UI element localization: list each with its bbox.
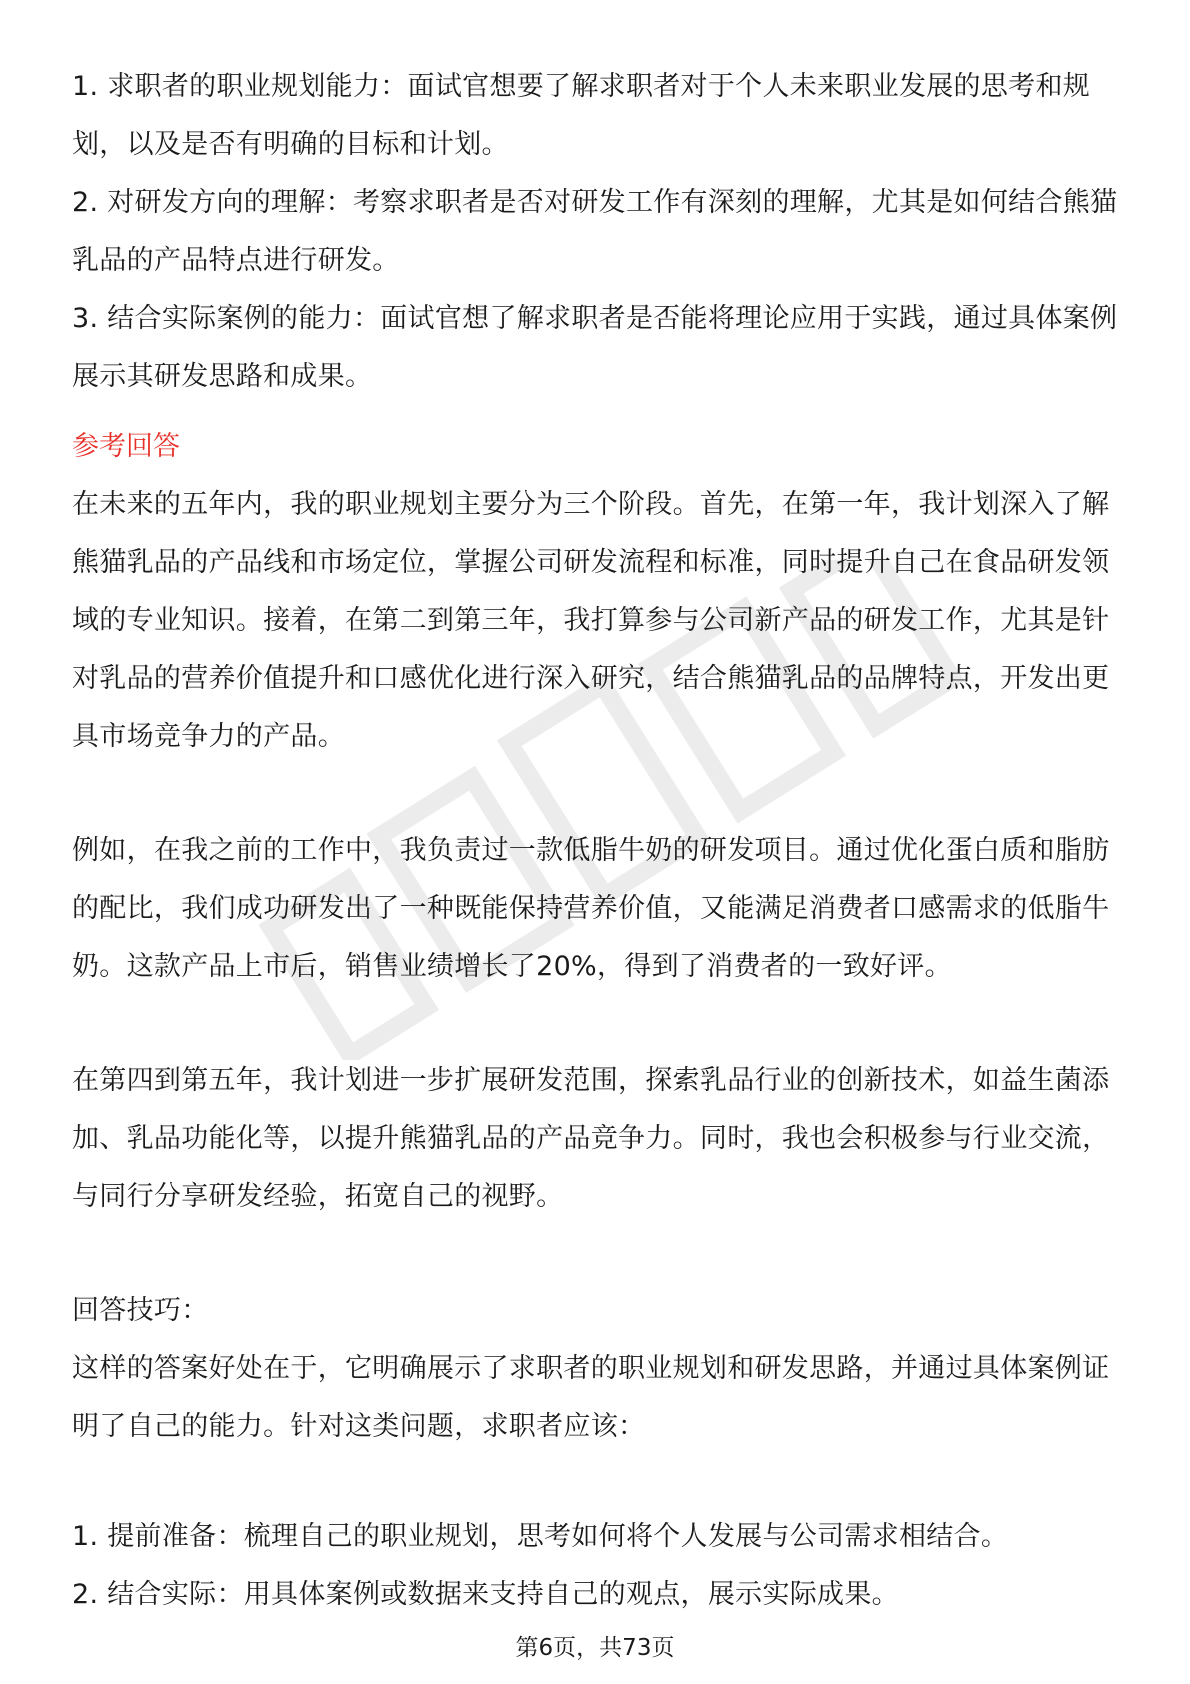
paragraph-spacer (72, 766, 1120, 822)
answer-paragraph-3: 在第四到第五年，我计划进一步扩展研发范围，探索乳品行业的创新技术，如益生菌添加、乳品功能化等，以提升熊猫乳品的产品竞争力。同时，我也会积极参与行业交流，与同行分享研发经验，拓宽自己的视野。 (72, 1065, 1110, 1212)
reference-answer-heading: 参考回答 (72, 431, 180, 462)
tips-intro: 这样的答案好处在于，它明确展示了求职者的职业规划和研发思路，并通过具体案例证明了自己的能力。针对这类问题，求职者应该： (72, 1353, 1110, 1442)
tips-heading: 回答技巧： (72, 1295, 209, 1326)
page-content (72, 58, 1120, 1624)
paragraph-spacer (72, 996, 1120, 1052)
paragraph-spacer (72, 1226, 1120, 1282)
paragraph-spacer (72, 1456, 1120, 1508)
tip-item-2: 2. 结合实际：用具体案例或数据来支持自己的观点，展示实际成果。 (72, 1579, 899, 1610)
tip-item-1: 1. 提前准备：梳理自己的职业规划，思考如何将个人发展与公司需求相结合。 (72, 1521, 1009, 1552)
question-item-1: 1. 求职者的职业规划能力：面试官想要了解求职者对于个人未来职业发展的思考和规划，以及是否有明确的目标和计划。 (72, 71, 1091, 160)
answer-paragraph-2: 例如，在我之前的工作中，我负责过一款低脂牛奶的研发项目。通过优化蛋白质和脂肪的配比，我们成功研发出了一种既能保持营养价值，又能满足消费者口感需求的低脂牛奶。这款产品上市后，销售业绩增长了20%，得到了消费者的一致好评。 (72, 835, 1110, 982)
answer-paragraph-1: 在未来的五年内，我的职业规划主要分为三个阶段。首先，在第一年，我计划深入了解熊猫乳品的产品线和市场定位，掌握公司研发流程和标准，同时提升自己在食品研发领域的专业知识。接着，在第二到第三年，我打算参与公司新产品的研发工作，尤其是针对乳品的营养价值提升和口感优化进行深入研究，结合熊猫乳品的品牌特点，开发出更具市场竞争力的产品。 (72, 489, 1110, 752)
page-number: 第6页，共73页 (515, 1635, 675, 1661)
question-item-2: 2. 对研发方向的理解：考察求职者是否对研发工作有深刻的理解，尤其是如何结合熊猫乳品的产品特点进行研发。 (72, 187, 1118, 276)
question-item-3: 3. 结合实际案例的能力：面试官想了解求职者是否能将理论应用于实践，通过具体案例展示其研发思路和成果。 (72, 303, 1118, 392)
